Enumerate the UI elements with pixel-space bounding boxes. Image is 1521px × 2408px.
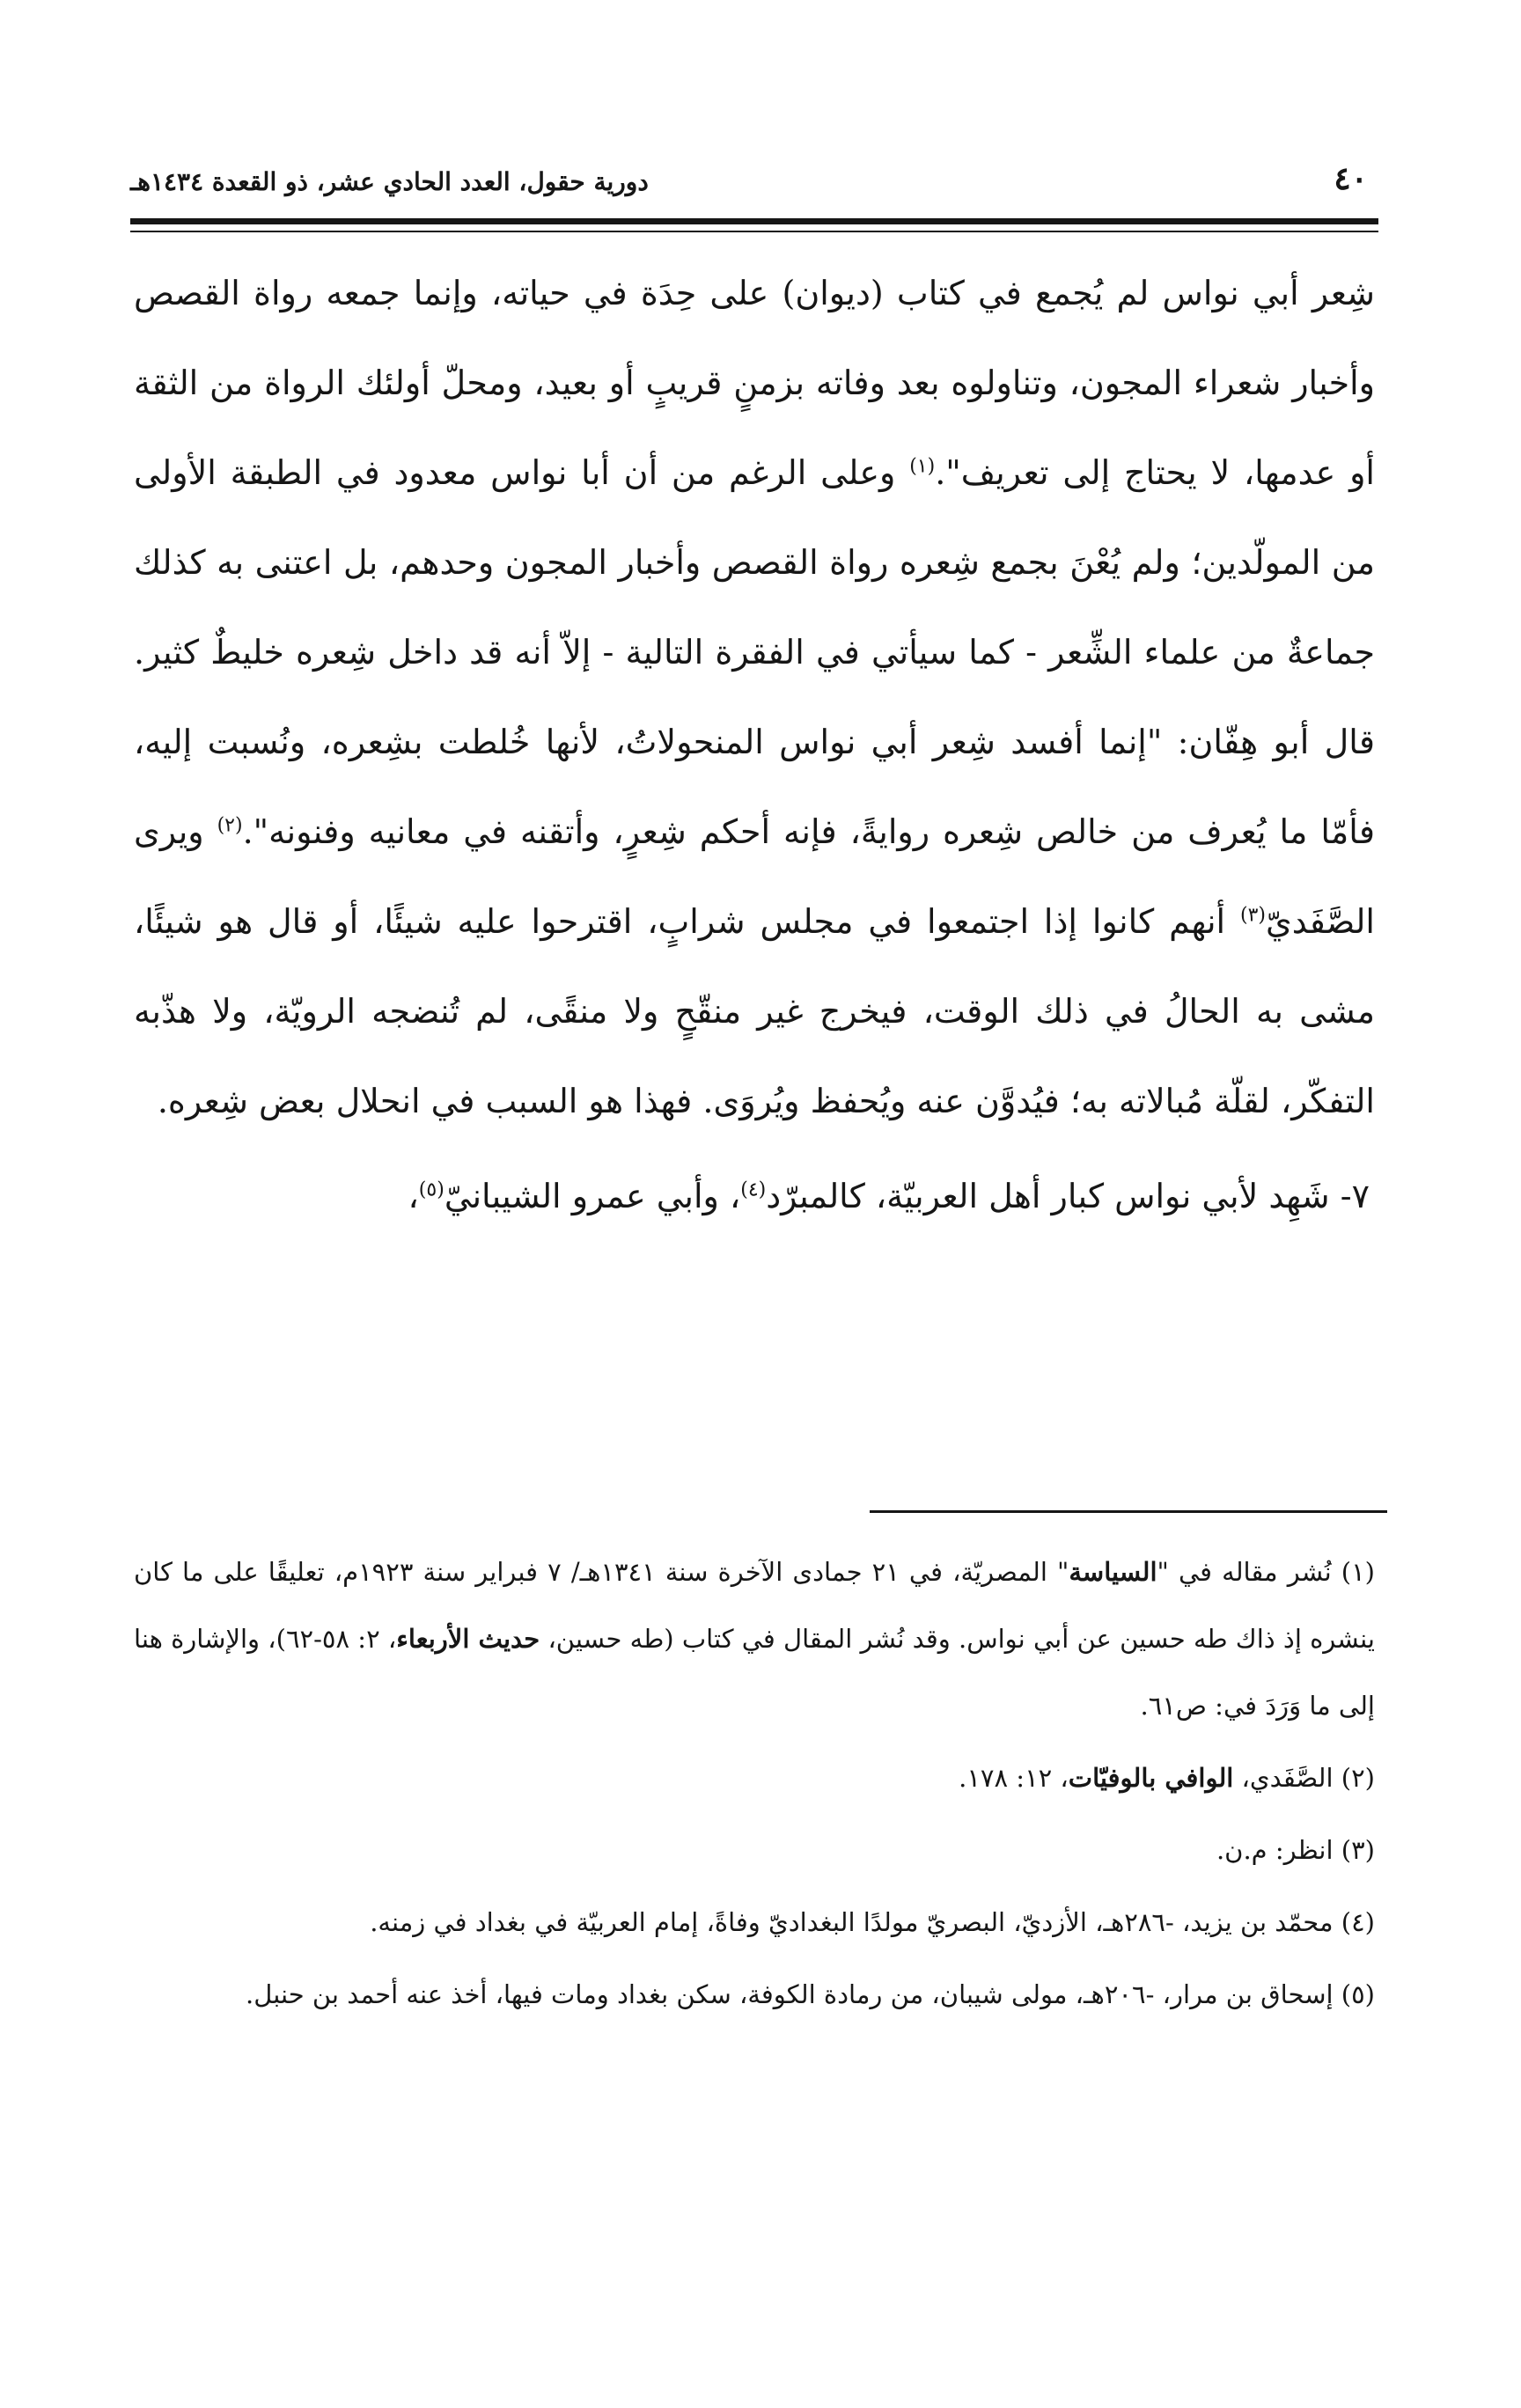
header-rule-thin xyxy=(130,231,1378,232)
footnote-text: (٥) إسحاق بن مرار، -٢٠٦هـ، مولى شيبان، من رمادة الكوفة، سكن بغداد ومات فيها، أخذ عنه أحمد بن حنبل. xyxy=(246,1979,1375,2009)
footnote-ref-4[interactable]: (٤) xyxy=(740,1178,767,1201)
page-header xyxy=(130,155,1378,208)
body-paragraph xyxy=(134,248,1375,1146)
footnote-ref-2[interactable]: (٢) xyxy=(217,814,243,837)
footnote-ref-5[interactable]: (٥) xyxy=(418,1178,445,1201)
footnote-4 xyxy=(134,1889,1375,1956)
footnote-text: (٤) محمّد بن يزيد، -٢٨٦هـ، الأزديّ، البصريّ مولدًا البغداديّ وفاةً، إمام العربيّة في بغداد في زمنه. xyxy=(370,1907,1375,1937)
footnote-text: ، ٢: ٥٨-٦٢)، والإشارة هنا إلى ما وَرَدَ في: ص٦١. xyxy=(134,1624,1375,1721)
footnote-separator xyxy=(870,1510,1387,1513)
footnotes xyxy=(134,1538,1375,2033)
body-text: شِعر أبي نواس لم يُجمع في كتاب (ديوان) على حِدَة في حياته، وإنما جمعه رواة القصص وأخبار شعراء المجون، وتناولوه بعد وفاته بزمنٍ قريبٍ أو بعيد، ومحلّ أولئك الرواة من الثقة أو عدمها، لا يحتاج إلى تعريف". xyxy=(134,274,1375,492)
footnote-ref-1[interactable]: (١) xyxy=(909,455,936,478)
footnote-book-title: حديث الأربعاء xyxy=(396,1624,540,1654)
footnote-book-title: الوافي بالوفيّات xyxy=(1068,1763,1234,1793)
body-text: أنهم كانوا إذا اجتمعوا في مجلس شرابٍ، اقترحوا عليه شيئًا، أو قال هو شيئًا، مشى به الحالُ في ذلك الوقت، فيخرج غير منقّحٍ ولا منقًى، لم تُنضجه الرويّة، ولا هذّبه التفكّر، لقلّة مُبالاته به؛ فيُدوَّن عنه ويُحفظ ويُروَى. فهذا هو السبب في انحلال بعض شِعره. xyxy=(134,902,1375,1120)
footnote-3 xyxy=(134,1817,1375,1883)
footnote-text: (٣) انظر: م.ن. xyxy=(1216,1835,1375,1865)
footnote-2 xyxy=(134,1744,1375,1811)
body-text: ويرى الصَّفَديّ xyxy=(134,812,1375,941)
body-text: ، xyxy=(408,1177,419,1215)
main-text xyxy=(134,248,1375,1241)
page-number: ٤٠ xyxy=(1334,160,1368,197)
footnote-5 xyxy=(134,1961,1375,2028)
footnote-text: (١) نُشر مقاله في " xyxy=(1157,1557,1375,1587)
footnote-text: ، ١٢: ١٧٨. xyxy=(959,1763,1069,1793)
running-head: دورية حقول، العدد الحادي عشر، ذو القعدة ١٤٣٤هـ xyxy=(130,167,649,196)
body-text: وعلى الرغم من أن أبا نواس معدود في الطبقة الأولى من المولّدين؛ ولم يُعْنَ بجمع شِعره رواة القصص وأخبار المجون وحدهم، بل اعتنى به كذلك جماعةٌ من علماء الشِّعر - كما سيأتي في الفقرة التالية - إلاّ أنه قد داخل شِعره خليطٌ كثير. قال أبو هِفّان: "إنما أفسد شِعر أبي نواس المنحولاتُ، لأنها خُلطت بشِعره، ونُسبت إليه، فأمّا ما يُعرف من خالص شِعره روايةً، فإنه أحكم شِعرٍ، وأتقنه في معانيه وفنونه". xyxy=(134,453,1375,851)
body-text: ، وأبي عمرو الشيبانيّ xyxy=(444,1177,741,1215)
footnote-ref-3[interactable]: (٣) xyxy=(1239,904,1266,927)
footnote-text: " المصريّة، في ٢١ جمادى الآخرة سنة ١٣٤١هـ/ ٧ فبراير سنة ١٩٢٣م، تعليقًا على ما كان ينشره إذ ذاك طه حسين عن أبي نواس. وقد نُشر المقال في كتاب (طه حسين، xyxy=(134,1557,1375,1654)
footnote-text: (٢) الصَّفَدي، xyxy=(1233,1763,1375,1793)
footnote-source-title: السياسة xyxy=(1069,1557,1157,1587)
header-rule-thick xyxy=(130,218,1378,224)
body-paragraph-numbered xyxy=(134,1151,1375,1241)
body-text: ٧- شَهِد لأبي نواس كبار أهل العربيّة، كالمبرّد xyxy=(766,1177,1370,1215)
footnote-1 xyxy=(134,1538,1375,1739)
